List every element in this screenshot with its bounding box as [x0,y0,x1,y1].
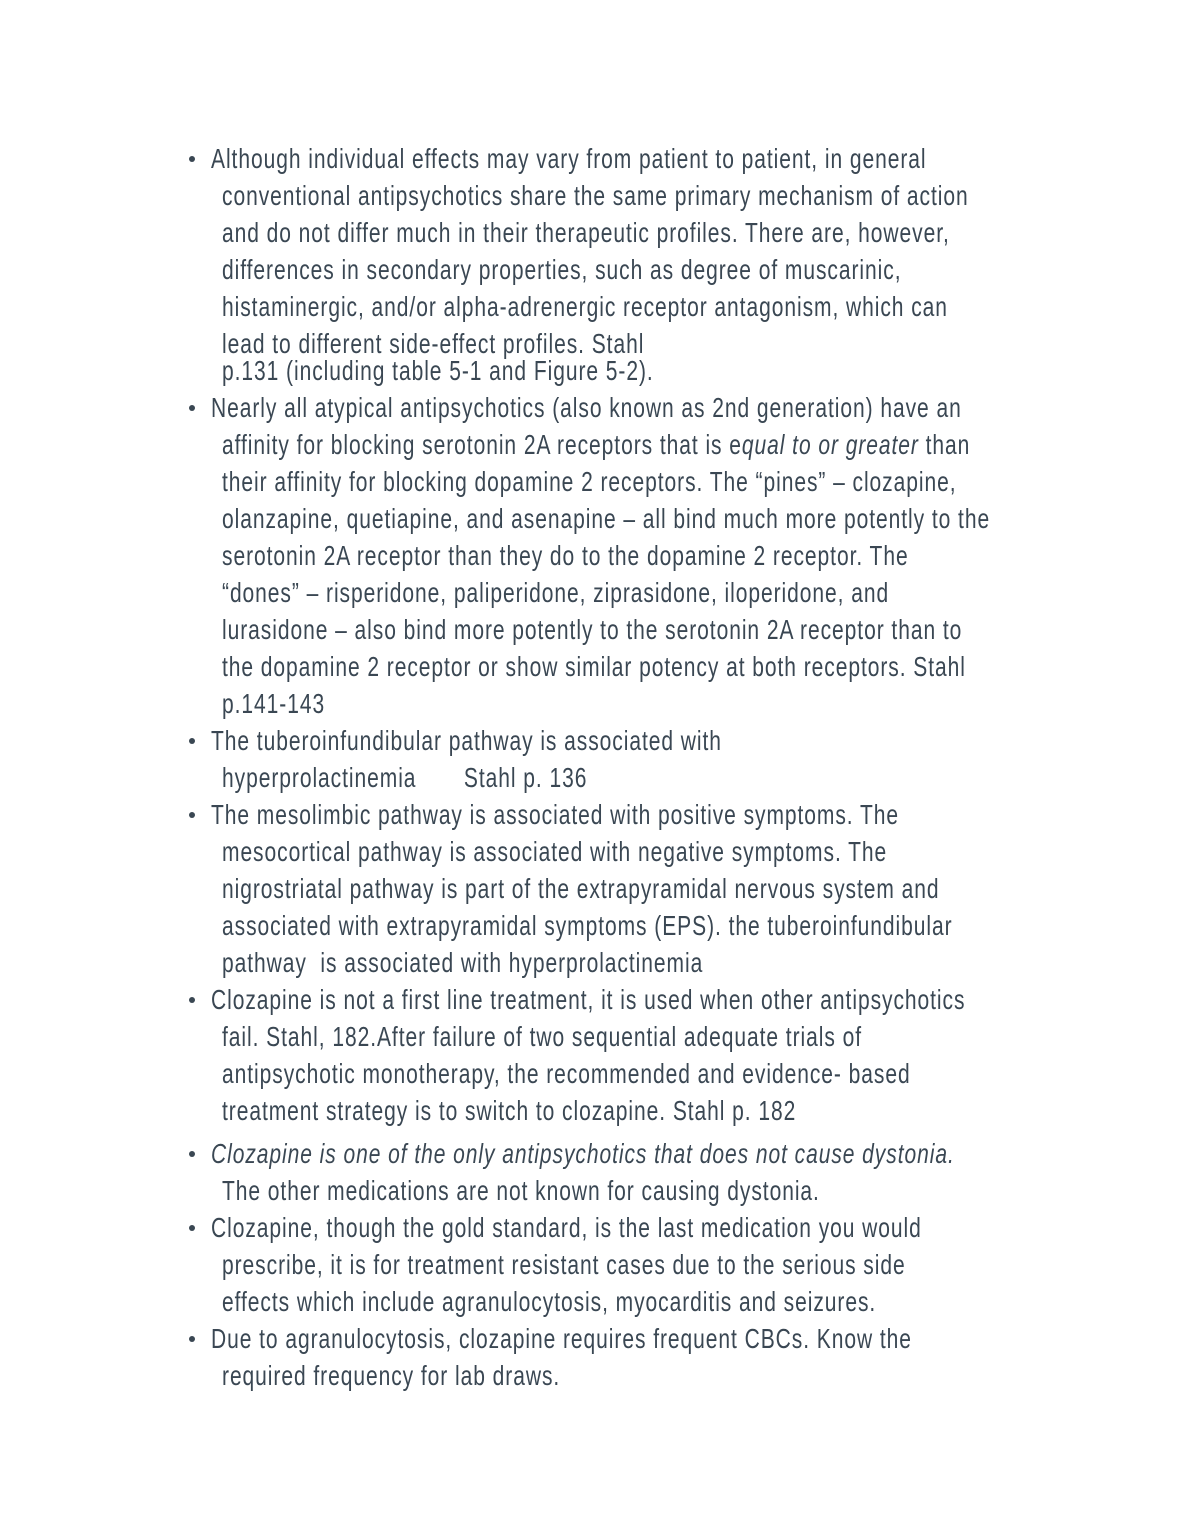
bullet-icon [189,1225,195,1231]
text-line [222,537,948,574]
text-segment: “dones” – risperidone, paliperidone, ziprasidone, iloperidone, and [222,577,890,608]
text-line [211,1209,945,1246]
text-line [222,759,948,796]
text-segment: required frequency for lab draws. [222,1360,561,1391]
text-segment: differences in secondary properties, such as degree of muscarinic, [222,254,902,285]
bullet-item [0,981,1190,1129]
text-segment: and do not differ much in their therapeutic profiles. There are, however, [222,217,950,248]
bullet-lines [0,722,1190,796]
text-segment: serotonin 2A receptor than they do to the dopamine 2 receptor. The [222,540,909,571]
text-line [211,981,966,1018]
bullet-item [0,1135,1190,1209]
text-line [211,796,945,833]
bullet-icon [189,997,195,1003]
bullet-item [0,389,1190,722]
text-segment: olanzapine, quetiapine, and asenapine – all bind much more potently to the [222,503,991,534]
bullet-item [0,1320,1190,1394]
bullet-lines [0,1320,1190,1394]
text-segment: Due to agranulocytosis, clozapine requires frequent CBCs. Know the [211,1323,912,1354]
text-line [222,1283,948,1320]
text-line [222,352,948,389]
bullet-lines [0,1135,1190,1209]
text-segment: prescribe, it is for treatment resistant cases due to the serious side [222,1249,906,1280]
text-segment: histaminergic, and/or alpha-adrenergic receptor antagonism, which can [222,291,948,322]
text-line [222,611,963,648]
text-line [222,685,948,722]
bullet-lines [0,1209,1190,1320]
text-segment: their affinity for blocking dopamine 2 receptors. The “pines” – clozapine, [222,466,957,497]
text-line [211,1320,945,1357]
text-line [211,722,945,759]
text-line [211,140,945,177]
text-line [222,463,957,500]
text-line [222,1055,948,1092]
text-segment: hyperprolactinemia Stahl p. 136 [222,762,588,793]
text-line [222,251,948,288]
text-line [222,1246,948,1283]
bullet-list [0,140,1190,1394]
text-segment: The other medications are not known for causing dystonia. [222,1175,820,1206]
bullet-item [0,140,1190,389]
text-line [222,870,948,907]
text-line [222,1172,948,1209]
bullet-item [0,1209,1190,1320]
text-segment: the dopamine 2 receptor or show similar potency at both receptors. Stahl [222,651,966,682]
text-line [222,833,948,870]
text-segment: effects which include agranulocytosis, myocarditis and seizures. [222,1286,877,1317]
text-line [222,426,971,463]
text-segment: pathway is associated with hyperprolactinemia [222,947,704,978]
text-segment: Although individual effects may vary from patient to patient, in general [211,143,927,174]
text-line [211,1135,955,1172]
bullet-lines [0,389,1190,722]
text-line [222,907,953,944]
text-segment: mesocortical pathway is associated with negative symptoms. The [222,836,888,867]
text-line [222,648,966,685]
text-line [222,177,969,214]
text-line [222,574,948,611]
text-line [222,944,948,981]
text-segment: treatment strategy is to switch to clozapine. Stahl p. 182 [222,1095,797,1126]
bullet-item [0,722,1190,796]
text-segment: Clozapine is one of the only antipsychotics that does not cause dystonia. [211,1138,955,1169]
text-segment: antipsychotic monotherapy, the recommended and evidence- based [222,1058,911,1089]
text-line [211,389,962,426]
text-segment: The mesolimbic pathway is associated with positive symptoms. The [211,799,900,830]
bullet-icon [189,405,195,411]
text-segment: associated with extrapyramidal symptoms (EPS). the tuberoinfundibular [222,910,953,941]
bullet-icon [189,812,195,818]
text-segment: p.131 (including table 5-1 and Figure 5-2). [222,355,654,386]
text-segment: Clozapine is not a first line treatment, it is used when other antipsychotics [211,984,966,1015]
bullet-icon [189,738,195,744]
text-segment: Nearly all atypical antipsychotics (also known as 2nd generation) have an [211,392,962,423]
text-segment: Clozapine, though the gold standard, is the last medication you would [211,1212,922,1243]
text-segment: fail. Stahl, 182.After failure of two sequential adequate trials of [222,1021,862,1052]
bullet-lines [0,140,1190,389]
text-segment: conventional antipsychotics share the same primary mechanism of action [222,180,969,211]
text-line [222,288,948,325]
bullet-item [0,796,1190,981]
bullet-icon [189,156,195,162]
text-segment: than [918,429,971,460]
text-segment: p.141-143 [222,688,326,719]
text-segment: lurasidone – also bind more potently to the serotonin 2A receptor than to [222,614,963,645]
bullet-lines [0,981,1190,1129]
text-line [222,214,948,251]
text-line [222,1357,948,1394]
text-segment: lead to different side-effect profiles. Stahl [222,328,645,359]
text-segment: affinity for blocking serotonin 2A receptors that is e [222,429,742,460]
text-line [222,1018,948,1055]
text-segment: nigrostriatal pathway is part of the extrapyramidal nervous system and [222,873,940,904]
text-line [222,500,991,537]
text-line [222,1092,948,1129]
bullet-icon [189,1336,195,1342]
bullet-icon [189,1151,195,1157]
text-segment: The tuberoinfundibular pathway is associated with [211,725,722,756]
text-segment: qual to or greater [741,429,919,460]
bullet-lines [0,796,1190,981]
